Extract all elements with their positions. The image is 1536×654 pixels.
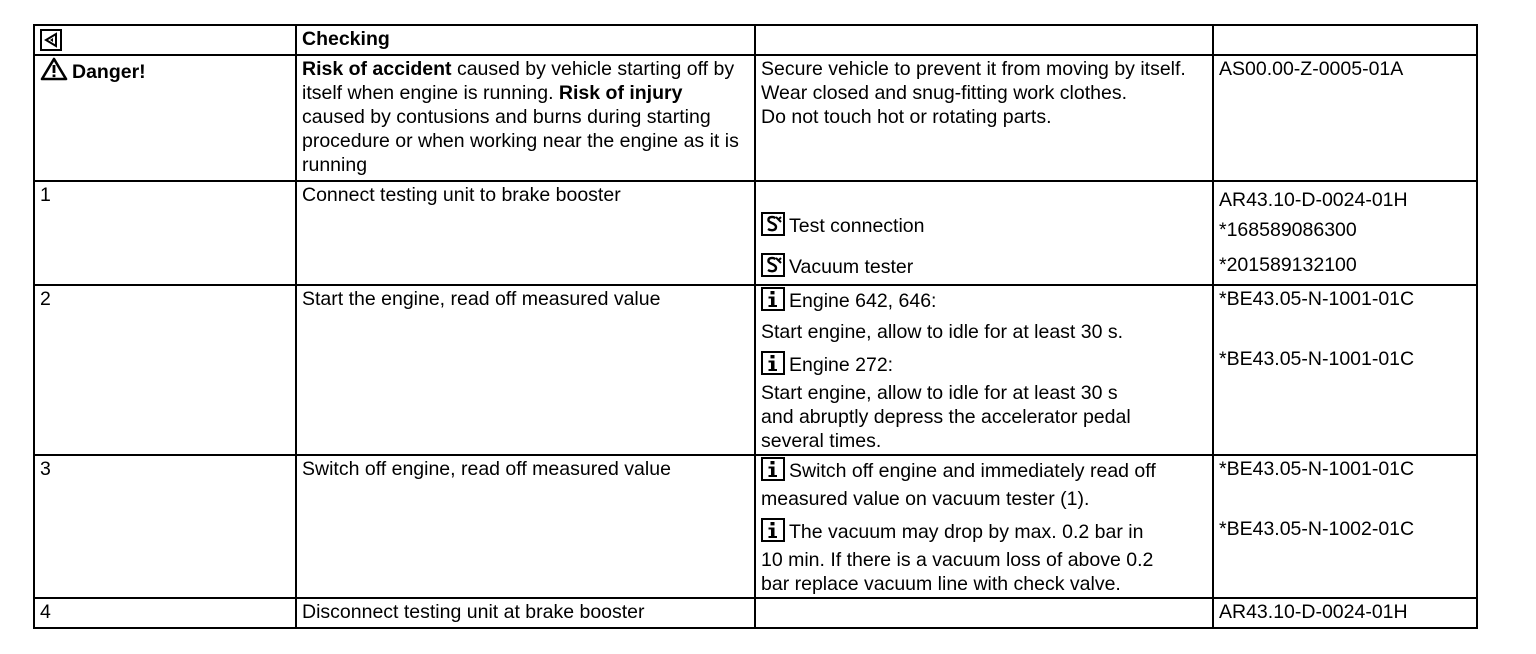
step-notes-cell bbox=[755, 455, 1213, 598]
step-doc-cell bbox=[1213, 598, 1477, 628]
step-empty-cell bbox=[755, 598, 1213, 628]
step-row bbox=[34, 598, 1477, 628]
danger-measures-cell bbox=[755, 55, 1213, 181]
tool-name: Test connection bbox=[789, 215, 925, 237]
tool-part-number[interactable]: *201589132100 bbox=[1219, 254, 1357, 276]
step-action: Disconnect testing unit at brake booster bbox=[296, 598, 755, 628]
risk-accident-label: Risk of accident bbox=[302, 58, 452, 80]
info-icon bbox=[761, 351, 785, 381]
note-text: Switch off engine and immediately read off bbox=[761, 457, 1207, 487]
step-number: 1 bbox=[34, 181, 296, 285]
step-number: 2 bbox=[34, 285, 296, 455]
procedure-table bbox=[33, 24, 1478, 629]
header-empty-cell bbox=[755, 25, 1213, 55]
measure-text: Secure vehicle to prevent it from moving by itself. bbox=[761, 58, 1186, 80]
step-number: 3 bbox=[34, 455, 296, 598]
step-action: Connect testing unit to brake booster bbox=[296, 181, 755, 285]
step-action: Start the engine, read off measured value bbox=[296, 285, 755, 455]
step-doc-cell bbox=[1213, 181, 1477, 285]
info-icon bbox=[761, 287, 785, 317]
risk-injury-text: caused by contusions and burns during starting procedure or when working near the engine as it is running bbox=[302, 106, 739, 176]
doc-reference-link[interactable]: AR43.10-D-0024-01H bbox=[1219, 189, 1408, 211]
risk-injury-label: Risk of injury bbox=[558, 82, 683, 104]
header-row bbox=[34, 25, 1477, 55]
measure-text: Wear closed and snug-fitting work clothes. bbox=[761, 82, 1127, 104]
header-empty-cell bbox=[1213, 25, 1477, 55]
step-row bbox=[34, 181, 1477, 285]
measure-text: Do not touch hot or rotating parts. bbox=[761, 106, 1052, 128]
note-text: bar replace vacuum line with check valve. bbox=[761, 573, 1121, 595]
back-triangle-icon[interactable] bbox=[40, 29, 62, 51]
note-text: several times. bbox=[761, 430, 882, 452]
note-title: Engine 272: bbox=[761, 351, 1207, 381]
danger-label: Danger! bbox=[72, 61, 146, 83]
info-icon bbox=[761, 518, 785, 548]
tool-part-number[interactable]: *168589086300 bbox=[1219, 219, 1357, 241]
step-number: 4 bbox=[34, 598, 296, 628]
tool-name: Vacuum tester bbox=[789, 256, 914, 278]
note-text: measured value on vacuum tester (1). bbox=[761, 488, 1090, 510]
special-tool-icon bbox=[761, 212, 785, 242]
danger-row bbox=[34, 55, 1477, 181]
note-text: 10 min. If there is a vacuum loss of above 0.2 bbox=[761, 549, 1154, 571]
step-action: Switch off engine, read off measured value bbox=[296, 455, 755, 598]
step-tools-cell bbox=[755, 181, 1213, 285]
page-title: Checking bbox=[296, 25, 755, 55]
doc-reference-link[interactable]: AR43.10-D-0024-01H bbox=[1219, 601, 1408, 623]
special-tool-icon bbox=[761, 253, 785, 283]
note-title: Engine 642, 646: bbox=[761, 287, 1207, 317]
risk-accident-text: caused by vehicle starting off by itself when engine is running. bbox=[302, 58, 735, 104]
step-row bbox=[34, 285, 1477, 455]
doc-reference-link[interactable]: *BE43.05-N-1001-01C bbox=[1219, 458, 1415, 480]
step-doc-cell bbox=[1213, 455, 1477, 598]
note-text: Start engine, allow to idle for at least 30 s bbox=[761, 382, 1118, 404]
tool-item bbox=[761, 212, 1207, 242]
note-text: Start engine, allow to idle for at least 30 s. bbox=[761, 321, 1124, 343]
doc-reference-link[interactable]: *BE43.05-N-1002-01C bbox=[1219, 518, 1415, 540]
step-notes-cell bbox=[755, 285, 1213, 455]
tool-item bbox=[761, 253, 1207, 283]
doc-reference-link[interactable]: *BE43.05-N-1001-01C bbox=[1219, 288, 1415, 310]
step-doc-cell bbox=[1213, 285, 1477, 455]
warning-triangle-icon bbox=[40, 57, 68, 87]
danger-label-cell bbox=[34, 55, 296, 181]
step-row bbox=[34, 455, 1477, 598]
doc-reference-link[interactable]: *BE43.05-N-1001-01C bbox=[1219, 348, 1415, 370]
danger-risk-cell bbox=[296, 55, 755, 181]
note-text: and abruptly depress the accelerator pedal bbox=[761, 406, 1131, 428]
info-icon bbox=[761, 457, 785, 487]
header-icon-cell bbox=[34, 25, 296, 55]
doc-reference-link[interactable]: AS00.00-Z-0005-01A bbox=[1219, 58, 1404, 80]
note-text: The vacuum may drop by max. 0.2 bar in bbox=[761, 518, 1207, 548]
danger-doc-cell bbox=[1213, 55, 1477, 181]
